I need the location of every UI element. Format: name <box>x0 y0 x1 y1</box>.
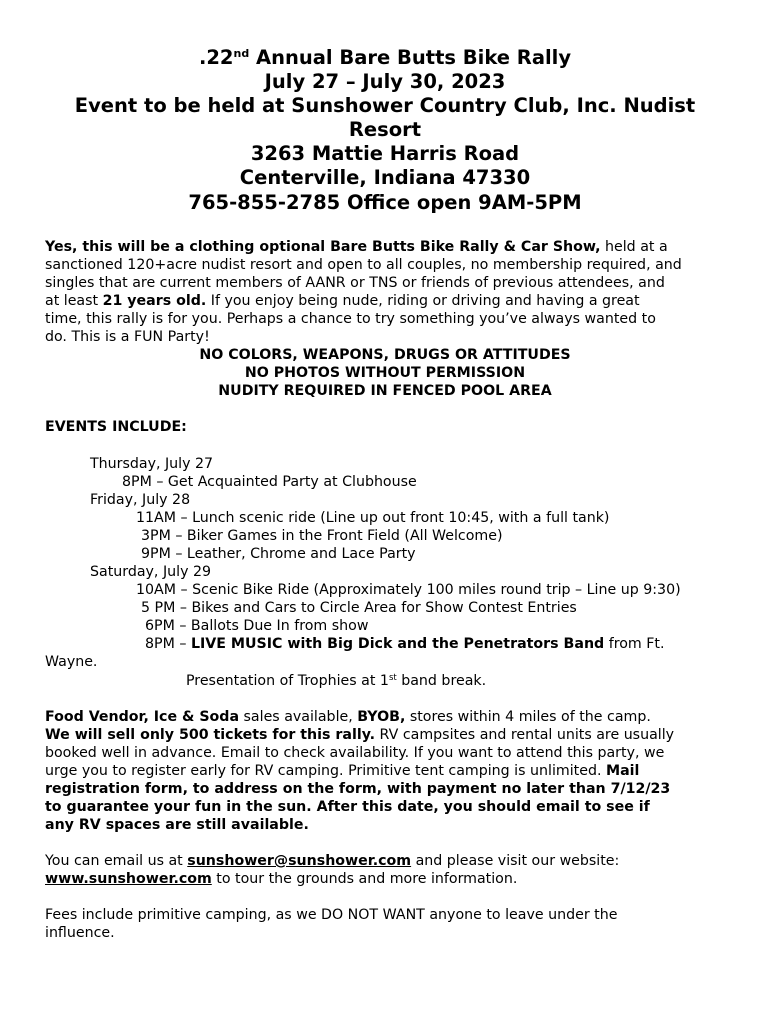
live-music-location: from Ft. <box>604 636 665 652</box>
fees-line-2: influence. <box>45 925 115 941</box>
contact-line-2-b: to tour the grounds and more information. <box>211 871 518 887</box>
event-fri-leather-party: 9PM – Leather, Chrome and Lace Party <box>141 546 416 562</box>
title-prefix: .22 <box>198 46 234 69</box>
intro-line-6: do. This is a FUN Party! <box>45 329 210 345</box>
food-line-1 <box>45 708 651 726</box>
event-sat-live-music-wrap: Wayne. <box>45 654 98 670</box>
intro-line-4 <box>45 292 640 310</box>
food-line-5: registration form, to address on the form, with payment no later than 7/12/23 <box>45 781 671 797</box>
venue-line-1: Event to be held at Sunshower Country Club, Inc. Nudist <box>74 94 696 117</box>
intro-line-4-b: If you enjoy being nude, riding or driving and having a great <box>206 293 640 309</box>
contact-line-1 <box>45 852 619 870</box>
food-line-3: booked well in advance. Email to check availability. If you want to attend this party, we <box>45 745 665 761</box>
intro-bold-lead: Yes, this will be a clothing optional Bare Butts Bike Rally & Car Show, <box>45 239 601 255</box>
rule-nudity-pool: NUDITY REQUIRED IN FENCED POOL AREA <box>218 383 552 399</box>
day-saturday: Saturday, July 29 <box>90 564 212 580</box>
ticket-limit: We will sell only 500 tickets for this rally. <box>45 727 376 743</box>
intro-line-1-rest: held at a <box>600 239 668 255</box>
contact-line-2 <box>45 870 517 888</box>
city-address: Centerville, Indiana 47330 <box>239 166 531 189</box>
website-link[interactable]: www.sunshower.com <box>45 871 212 887</box>
event-title <box>0 46 770 70</box>
events-heading: EVENTS INCLUDE: <box>45 419 187 435</box>
intro-line-3: singles that are current members of AANR or TNS or friends of previous attendees, and <box>45 275 665 291</box>
rule-no-colors: NO COLORS, WEAPONS, DRUGS OR ATTITUDES <box>199 347 571 363</box>
intro-line-5: time, this rally is for you. Perhaps a chance to try something you’ve always wanted to <box>45 311 656 327</box>
contact-line-1-b: and please visit our website: <box>411 853 620 869</box>
food-vendor-bold: Food Vendor, Ice & Soda <box>45 709 240 725</box>
phone-hours: 765-855-2785 Office open 9AM-5PM <box>188 191 582 214</box>
trophies-ordinal: st <box>388 673 397 683</box>
food-line-1-b: stores within 4 miles of the camp. <box>405 709 651 725</box>
event-sat-ballots: 6PM – Ballots Due In from show <box>145 618 369 634</box>
event-sat-trophies <box>186 672 486 690</box>
day-thursday: Thursday, July 27 <box>90 456 214 472</box>
title-ordinal: nd <box>233 47 250 60</box>
event-fri-lunch-ride: 11AM – Lunch scenic ride (Line up out front 10:45, with a full tank) <box>136 510 610 526</box>
event-thu-party: 8PM – Get Acquainted Party at Clubhouse <box>122 474 417 490</box>
intro-line-2: sanctioned 120+acre nudist resort and open to all couples, no membership required, and <box>45 257 682 273</box>
event-sat-scenic-ride: 10AM – Scenic Bike Ride (Approximately 100 miles round trip – Line up 9:30) <box>136 582 681 598</box>
food-line-2-rest: RV campsites and rental units are usually <box>375 727 675 743</box>
live-music-time: 8PM – <box>145 636 191 652</box>
rule-no-photos: NO PHOTOS WITHOUT PERMISSION <box>244 365 526 381</box>
food-line-4 <box>45 762 639 780</box>
byob-bold: BYOB, <box>357 709 406 725</box>
event-sat-show-entries: 5 PM – Bikes and Cars to Circle Area for Show Contest Entries <box>141 600 577 616</box>
venue-line-2: Resort <box>348 118 422 141</box>
intro-line-1 <box>45 238 668 256</box>
day-friday: Friday, July 28 <box>90 492 191 508</box>
food-line-6: to guarantee your fun in the sun. After this date, you should email to see if <box>45 799 650 815</box>
title-text: Annual Bare Butts Bike Rally <box>249 46 572 69</box>
live-music-band: LIVE MUSIC with Big Dick and the Penetrators Band <box>190 636 605 652</box>
food-line-4-a: urge you to register early for RV camping. Primitive tent camping is unlimited. <box>45 763 606 779</box>
trophies-text-a: Presentation of Trophies at 1 <box>186 673 389 689</box>
food-line-1-a: sales available, <box>239 709 358 725</box>
trophies-text-b: band break. <box>396 673 487 689</box>
event-sat-live-music <box>145 635 665 653</box>
fees-line-1: Fees include primitive camping, as we DO NOT WANT anyone to leave under the <box>45 907 618 923</box>
contact-line-1-a: You can email us at <box>45 853 188 869</box>
food-line-7: any RV spaces are still available. <box>45 817 309 833</box>
event-fri-biker-games: 3PM – Biker Games in the Front Field (All Welcome) <box>141 528 503 544</box>
street-address: 3263 Mattie Harris Road <box>250 142 520 165</box>
event-dates: July 27 – July 30, 2023 <box>264 70 506 93</box>
age-requirement: 21 years old. <box>102 293 207 309</box>
mail-bold: Mail <box>605 763 640 779</box>
email-link[interactable]: sunshower@sunshower.com <box>187 853 412 869</box>
food-line-2 <box>45 726 674 744</box>
intro-line-4-a: at least <box>45 293 103 309</box>
